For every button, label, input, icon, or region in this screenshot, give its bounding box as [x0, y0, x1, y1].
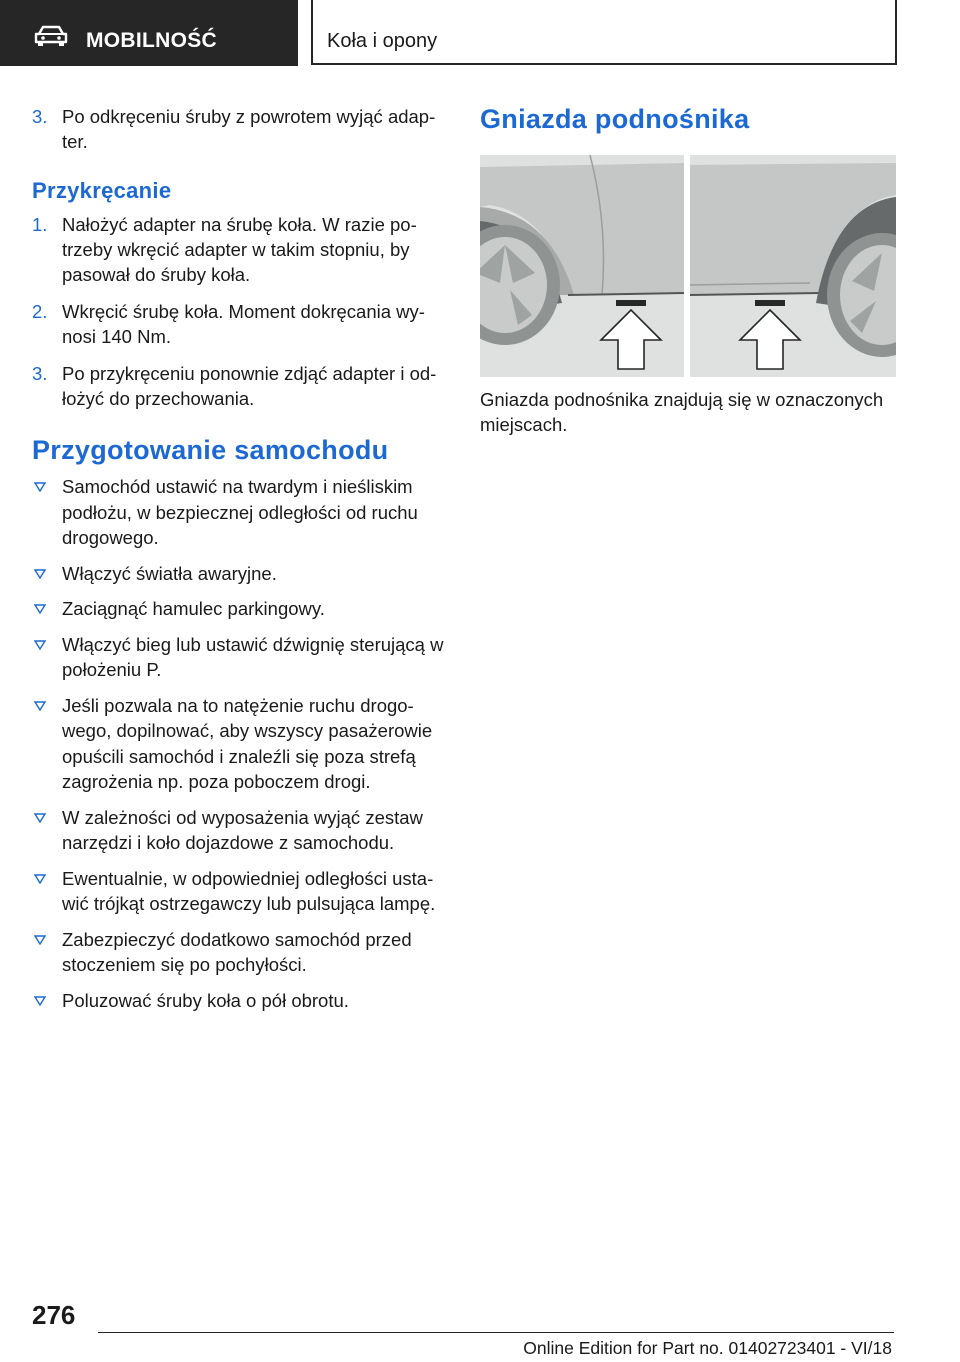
bullet-text: W zależności od wyposażenia wyjąć zestaw narzędzi i koło dojazdowe z samochodu.	[62, 806, 423, 853]
heading-screwing: Przykręcanie	[32, 178, 172, 203]
list-item	[32, 299, 452, 349]
bullet-text: Samochód ustawić na twardym i nieśliskim podłożu, w bezpiecznej odległości od ruchu drogowego.	[62, 476, 418, 548]
list-item	[32, 927, 452, 978]
bullet-text: Poluzować śruby koła o pół obrotu.	[62, 989, 349, 1011]
list-item	[32, 866, 452, 917]
bullet-text: Zaciągnąć hamulec parkingowy.	[62, 598, 325, 619]
list-item	[32, 632, 452, 683]
triangle-bullet-icon	[34, 640, 46, 650]
jack-points-illustration	[480, 155, 896, 377]
triangle-bullet-icon	[34, 604, 46, 614]
bullet-text: Ewentualnie, w odpowiedniej odległości usta‐wić trójkąt ostrzegawczy lub pulsująca lampę.	[62, 867, 436, 914]
step-text: Wkręcić śrubę koła. Moment dokręcania wy‐nosi 140 Nm.	[62, 301, 425, 347]
list-item	[32, 596, 452, 622]
bullet-text: Włączyć światła awaryjne.	[62, 562, 277, 584]
left-panel	[480, 155, 684, 377]
car-icon	[34, 25, 68, 47]
list-item	[32, 561, 452, 587]
list-item	[32, 693, 452, 795]
step-text: Po odkręceniu śruby z powrotem wyjąć adap‐ter.	[62, 106, 436, 152]
chapter-title: Koła i opony	[327, 30, 438, 52]
bullet-text: Zabezpieczyć dodatkowo samochód przed stoczeniem się po pochyłości.	[62, 928, 412, 975]
figure-caption: Gniazda podnośnika znajdują się w oznaczonych miejscach.	[480, 389, 884, 435]
footer-divider	[98, 1332, 894, 1333]
heading-jack-points: Gniazda podnośnika	[480, 104, 750, 134]
step-number: 2.	[32, 301, 48, 322]
chapter-header	[311, 0, 897, 65]
section-title: MOBILNOŚĆ	[86, 29, 218, 52]
triangle-bullet-icon	[34, 996, 46, 1006]
section-header	[0, 0, 298, 66]
triangle-bullet-icon	[34, 482, 46, 492]
page-number: 276	[32, 1300, 76, 1330]
bullet-text: Jeśli pozwala na to natężenie ruchu drogo‐wego, dopilnować, aby wszyscy pasażerowie opuścili samochód i znaleźli się poza strefą zagrożenia np. poza poboczem drogi.	[62, 694, 433, 792]
step-number: 3.	[32, 363, 48, 384]
list-item	[32, 361, 452, 411]
triangle-bullet-icon	[34, 569, 46, 579]
step-text: Nałożyć adapter na śrubę koła. W razie po‐trzeby wkręcić adapter w takim stopniu, by pasował do śruby koła.	[62, 214, 417, 285]
list-item	[32, 474, 452, 551]
step-text: Po przykręceniu ponownie zdjąć adapter i od‐łożyć do przechowania.	[62, 363, 437, 409]
triangle-bullet-icon	[34, 701, 46, 711]
list-item	[32, 805, 452, 856]
right-column	[480, 104, 896, 437]
left-column	[32, 104, 452, 1023]
list-item	[32, 212, 452, 287]
triangle-bullet-icon	[34, 874, 46, 884]
list-item	[32, 988, 452, 1014]
heading-preparation: Przygotowanie samochodu	[32, 435, 389, 465]
edition-text: Online Edition for Part no. 01402723401 - VI/18	[523, 1338, 892, 1358]
right-panel	[690, 155, 896, 377]
step-number: 3.	[32, 106, 48, 127]
bullet-text: Włączyć bieg lub ustawić dźwignię sterującą w położeniu P.	[62, 633, 444, 680]
triangle-bullet-icon	[34, 935, 46, 945]
step-number: 1.	[32, 214, 48, 235]
list-item	[32, 104, 452, 154]
triangle-bullet-icon	[34, 813, 46, 823]
